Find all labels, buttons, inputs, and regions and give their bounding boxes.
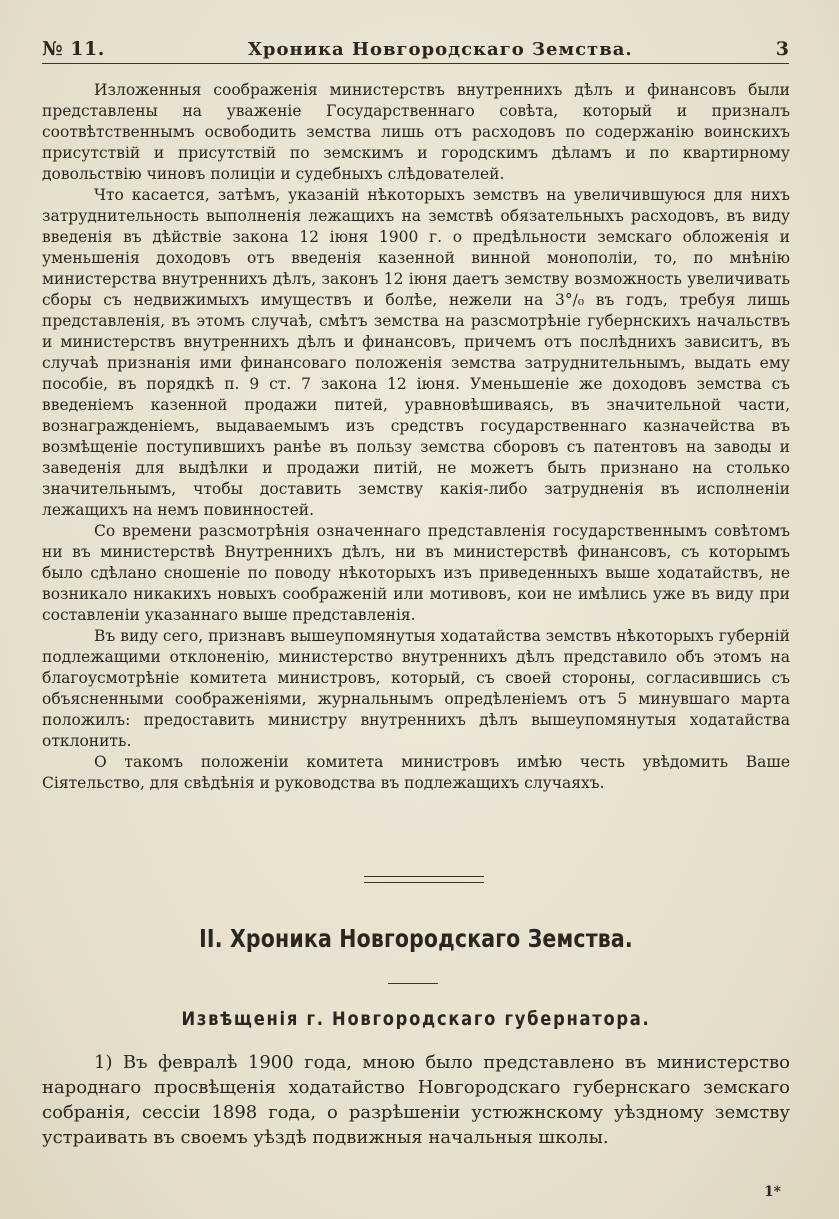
section-divider: [364, 876, 484, 883]
paragraph-4: Въ виду сего, признавъ вышеупомянутыя ходатайства земствъ нѣкоторыхъ губерній подлежащими отклоненію, министерство внутреннихъ дѣлъ представило объ этомъ на благоусмотрѣніе комитета министровъ, который, съ своей стороны, согласившись съ объясненными соображеніями, журнальнымъ опредѣленіемъ отъ 5 минувшаго марта положилъ: предоставить министру внутреннихъ дѣлъ вышеупомянутыя ходатайства отклонить.: [42, 627, 790, 750]
signature-mark: 1*: [763, 1184, 781, 1200]
paragraph-5: О такомъ положеніи комитета министровъ имѣю честь увѣдомить Ваше Сіятельство, для свѣдѣнія и руководства въ подлежащихъ случаяхъ.: [42, 753, 790, 792]
title-underline: [388, 983, 438, 984]
section-paragraph-1: 1) Въ февралѣ 1900 года, мною было представлено въ министерство народнаго просвѣщенія ходатайство Новгородскаго губернскаго земскаго собранія, сессіи 1898 года, о разрѣшеніи устюжнскому уѣздному земству устраивать въ своемъ уѣздѣ подвижныя начальныя школы.: [42, 1052, 790, 1148]
issue-number: № 11.: [42, 38, 105, 60]
paragraph-2: Что касается, затѣмъ, указаній нѣкоторыхъ земствъ на увеличившуюся для нихъ затруднительность выполненія лежащихъ на земствѣ обязательныхъ расходовъ, въ виду введенія въ дѣйствіе закона 12 іюня 1900 г. о предѣльности земскаго обложенія и уменьшенія доходовъ отъ введенія казенной винной монополіи, то, по мнѣнію министерства внутреннихъ дѣлъ, законъ 12 іюня даетъ земству возможность увеличивать сборы съ недвижимыхъ имуществъ и болѣе, нежели на 3°/₀ въ годъ, требуя лишь представленія, въ этомъ случаѣ, смѣтъ земства на разсмотрѣніе губернскихъ начальствъ и министерствъ внутреннихъ дѣлъ и финансовъ, причемъ отъ послѣднихъ зависитъ, въ случаѣ признанія ими финансоваго положенія земства затруднительнымъ, выдать ему пособіе, въ порядкѣ п. 9 ст. 7 закона 12 іюня. Уменьшеніе же доходовъ земства съ введеніемъ казенной продажи питей, уравновѣшиваясь, въ значительной части, вознагражденіемъ, выдаваемымъ изъ средствъ государственнаго казначейства въ возмѣщеніе поступившихъ ранѣе въ пользу земства сборовъ съ патентовъ на заводы и заведенія для выдѣлки и продажи питій, не можетъ быть признано на столько значительнымъ, чтобы доставить земству какія-либо затрудненія въ исполненіи лежащихъ на немъ повинностей.: [42, 186, 790, 519]
paragraph-3: Со времени разсмотрѣнія означеннаго представленія государственнымъ совѣтомъ ни въ министерствѣ Внутреннихъ дѣлъ, ни въ министерствѣ финансовъ, съ которымъ было сдѣлано сношеніе по поводу нѣкоторыхъ изъ приведенныхъ выше ходатайствъ, не возникало никакихъ новыхъ соображеній или мотивовъ, кои не имѣлись уже въ виду при составленіи указаннаго выше представленія.: [42, 522, 790, 624]
section-body: [42, 1050, 790, 1150]
running-title: Хроника Новгородскаго Земства.: [247, 39, 633, 60]
paragraph-1: Изложенныя соображенія министерствъ внутреннихъ дѣлъ и финансовъ были представлены на уваженіе Государственнаго совѣта, который и призналъ соотвѣтственнымъ освободить земства лишь отъ расходовъ по содержанію воинскихъ присутствій и присутствій по земскимъ и городскимъ дѣламъ и по квартирному довольствію чиновъ полиціи и судебныхъ слѣдователей.: [42, 81, 790, 183]
body-text: [42, 80, 790, 794]
page-number: 3: [775, 38, 789, 60]
subsection-title: Извѣщенія г. Новгородскаго губернатора.: [181, 1008, 651, 1030]
section-title: II. Хроника Новгородскаго Земства.: [199, 924, 633, 953]
running-head: [42, 30, 789, 64]
